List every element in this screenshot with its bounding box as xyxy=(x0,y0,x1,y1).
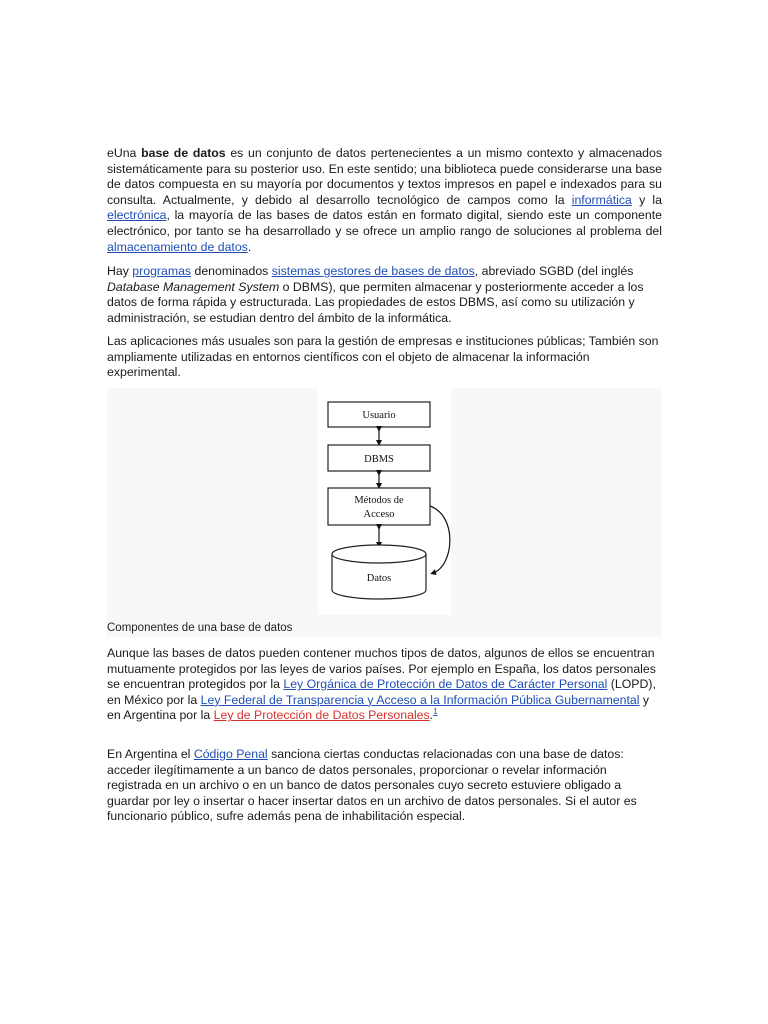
text-span: Aunque las bases de datos pueden contener muchos tipos de datos, algunos de ellos se encuentran mutuamente protegidos por las leyes de varios países. Por ejemplo en España, los datos personales se encuentran protegidos por la xyxy=(107,646,656,692)
figure-container xyxy=(107,388,662,637)
link-informatica[interactable]: informática xyxy=(571,192,632,207)
text-span: o DBMS), que permiten almacenar y posteriormente acceder a los datos de forma rápida y estructurada. Las propiedades de estos DBMS, así como su utilización y administración, se estudian dentro del ámbito de la informática. xyxy=(107,279,644,325)
text-span: Hay xyxy=(107,264,133,278)
usuario-label: Usuario xyxy=(362,410,396,421)
dbms-diagram xyxy=(318,388,451,615)
bold-term: base de datos xyxy=(141,146,226,160)
text-span: denominados xyxy=(191,264,272,278)
text-span: En Argentina el xyxy=(107,747,194,761)
datos-cylinder-top xyxy=(332,545,426,563)
paragraph-sgbd xyxy=(107,264,662,326)
text-span: , la mayoría de las bases de datos están en formato digital, siendo este un componente electrónico, por tanto se ha desarrollado y se ofrece un amplio rango de soluciones al problema del xyxy=(107,208,662,238)
metodos-label-line1: Métodos de xyxy=(354,495,404,506)
text-span: y la xyxy=(631,192,662,207)
text-span: . xyxy=(429,708,434,723)
link-ley-federal-transparencia[interactable]: Ley Federal de Transparencia y Acceso a la Información Pública Gubernamental xyxy=(200,692,640,707)
link-ley-proteccion-datos-personales[interactable]: Ley de Protección de Datos Personales xyxy=(213,708,430,723)
figure-caption: Componentes de una base de datos xyxy=(107,622,293,634)
datos-label: Datos xyxy=(366,573,392,584)
link-lopd[interactable]: Ley Orgánica de Protección de Datos de Carácter Personal xyxy=(283,677,608,692)
footnote-link[interactable]: 1 xyxy=(433,707,438,717)
italic-term: Database Management System xyxy=(107,279,280,294)
link-almacenamiento-de-datos[interactable]: almacenamiento de datos xyxy=(107,239,248,254)
paragraph-proteccion xyxy=(107,646,662,724)
text-span: , abreviado SGBD (del inglés xyxy=(474,264,634,278)
text-span: (LOPD), en México por la xyxy=(107,677,656,707)
link-programas[interactable]: programas xyxy=(132,264,192,278)
lead-text: eUna xyxy=(107,146,142,160)
text-span: es un conjunto de datos pertenecientes a un mismo contexto y almacenados sistemáticamente para su posterior uso. En este sentido; una biblioteca puede considerarse una base de datos compuesta en su mayoría por documentos y textos impresos en papel e indexados para su consulta. Actualmente, y debido al desarrollo tecnológico de campos como la xyxy=(107,146,662,207)
paragraph-codigo-penal xyxy=(107,747,662,825)
diagram-svg xyxy=(318,388,451,615)
link-sistemas-gestores[interactable]: sistemas gestores de bases de datos xyxy=(271,264,475,278)
paragraph-aplicaciones: Las aplicaciones más usuales son para la gestión de empresas e instituciones públicas; También son ampliamente utilizadas en entornos científicos con el objeto de almacenar la información experimental. xyxy=(107,334,659,380)
curved-arrow xyxy=(430,506,450,573)
text-span: . xyxy=(247,239,252,254)
metodos-label-line2: Acceso xyxy=(363,509,395,520)
text-span: y en Argentina por la xyxy=(107,692,650,723)
paragraph-definition xyxy=(107,146,662,255)
text-span: sanciona ciertas conductas relacionadas con una base de datos: acceder ilegítimamente a un banco de datos personales, proporcionar o revelar información registrada en un archivo o en un banco de datos personales cuyo secreto estuviere obligado a guardar por ley o insertar o hacer insertar datos en un archivo de datos personales. Si el autor es funcionario público, sufre además pena de inhabilitación especial. xyxy=(107,747,637,824)
dbms-label: DBMS xyxy=(364,454,394,465)
link-electronica[interactable]: electrónica xyxy=(107,208,167,223)
link-codigo-penal[interactable]: Código Penal xyxy=(193,747,268,761)
